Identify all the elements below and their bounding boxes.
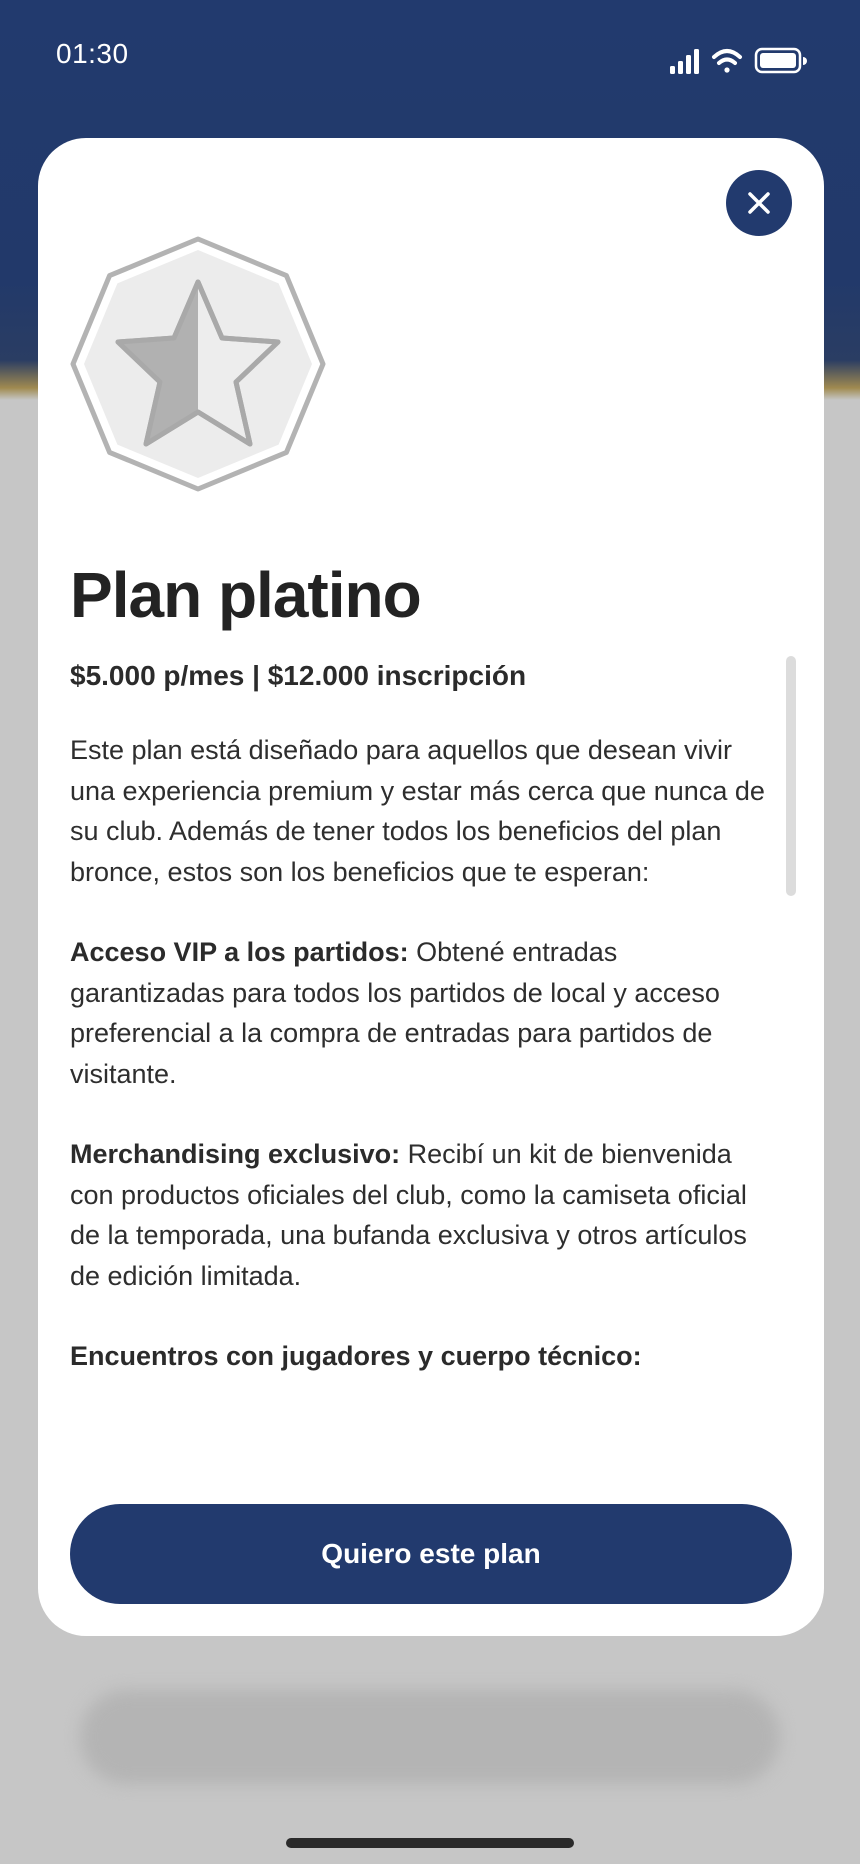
background-blurred-button <box>80 1690 780 1784</box>
close-button[interactable] <box>726 170 792 236</box>
benefit-item <box>70 1134 770 1296</box>
benefit-title: Encuentros con jugadores y cuerpo técnico: <box>70 1341 642 1371</box>
wifi-icon <box>714 51 740 73</box>
home-indicator[interactable] <box>286 1838 574 1848</box>
status-icons <box>670 46 820 76</box>
plan-title: Plan platino <box>70 559 421 631</box>
star-badge-icon <box>70 236 326 492</box>
benefit-title: Merchandising exclusivo: <box>70 1139 401 1169</box>
close-icon <box>746 190 772 216</box>
battery-icon <box>756 49 807 72</box>
benefit-text: Obtené entradas garantizadas para todos los partidos de local y acceso preferencial a la compra de entradas para partidos de visitante. <box>70 937 720 1089</box>
benefit-text: Recibí un kit de bienvenida con productos oficiales del club, como la camiseta oficial de la temporada, una bufanda exclusiva y otros artículos de edición limitada. <box>70 1139 747 1291</box>
benefit-title: Acceso VIP a los partidos: <box>70 937 409 967</box>
scrollbar[interactable] <box>786 656 796 896</box>
cellular-signal-icon <box>670 49 699 74</box>
plan-detail-modal <box>38 138 824 1636</box>
plan-description-scroll[interactable] <box>70 730 770 1570</box>
plan-price: $5.000 p/mes | $12.000 inscripción <box>70 660 527 691</box>
choose-plan-button[interactable]: Quiero este plan <box>70 1504 792 1604</box>
plan-description: Este plan está diseñado para aquellos que desean vivir una experiencia premium y estar más cerca que nunca de su club. Además de tener todos los beneficios del plan bronce, estos son los beneficios que te esperan: <box>70 735 765 887</box>
benefit-item <box>70 932 770 1094</box>
benefit-item <box>70 1336 770 1377</box>
status-time: 01:30 <box>56 38 129 69</box>
status-bar <box>0 0 860 110</box>
